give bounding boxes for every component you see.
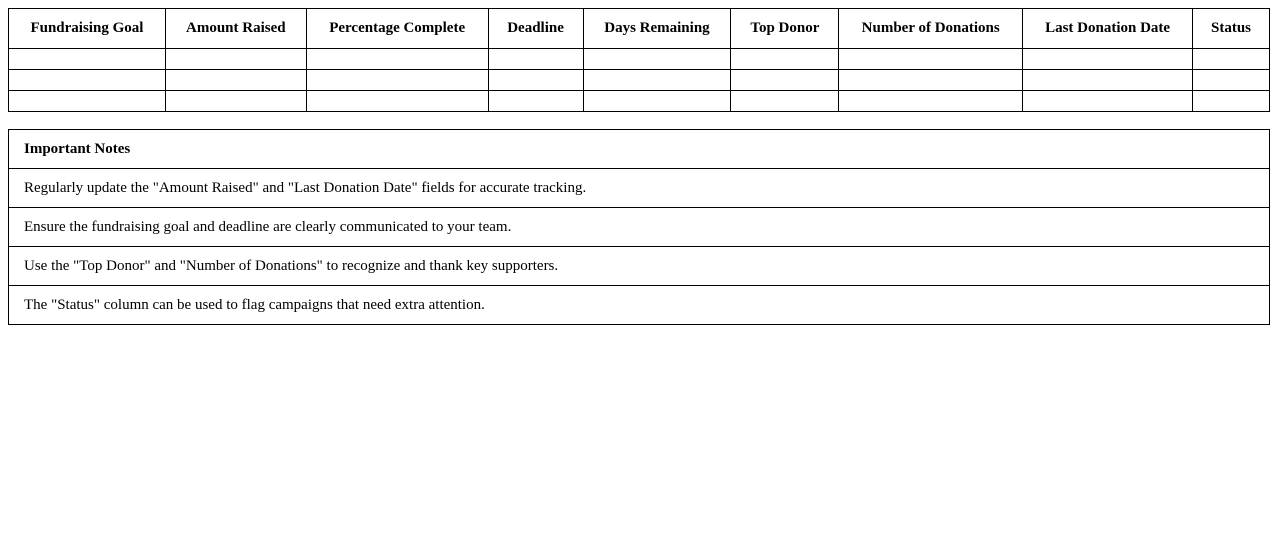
- table-cell[interactable]: [306, 91, 488, 112]
- table-cell[interactable]: [839, 49, 1023, 70]
- table-cell[interactable]: [583, 91, 731, 112]
- table-cell[interactable]: [9, 91, 166, 112]
- header-row: [9, 9, 1270, 49]
- table-cell[interactable]: [165, 91, 306, 112]
- column-header-amount-raised: Amount Raised: [165, 9, 306, 49]
- note-row: [9, 208, 1270, 247]
- table-cell[interactable]: [731, 49, 839, 70]
- table-cell[interactable]: [165, 70, 306, 91]
- table-cell[interactable]: [488, 70, 583, 91]
- table-cell[interactable]: [839, 70, 1023, 91]
- notes-heading: Important Notes: [9, 130, 1270, 169]
- table-cell[interactable]: [165, 49, 306, 70]
- table-cell[interactable]: [583, 49, 731, 70]
- table-row: [9, 49, 1270, 70]
- table-cell[interactable]: [1193, 70, 1270, 91]
- note-item: Ensure the fundraising goal and deadline are clearly communicated to your team.: [9, 208, 1270, 247]
- column-header-fundraising-goal: Fundraising Goal: [9, 9, 166, 49]
- table-cell[interactable]: [9, 49, 166, 70]
- table-cell[interactable]: [1023, 49, 1193, 70]
- table-cell[interactable]: [488, 49, 583, 70]
- note-item: The "Status" column can be used to flag campaigns that need extra attention.: [9, 286, 1270, 325]
- table-cell[interactable]: [306, 49, 488, 70]
- note-row: [9, 286, 1270, 325]
- table-cell[interactable]: [731, 91, 839, 112]
- table-cell[interactable]: [1023, 91, 1193, 112]
- table-cell[interactable]: [731, 70, 839, 91]
- table-cell[interactable]: [1193, 49, 1270, 70]
- note-row: [9, 247, 1270, 286]
- table-row: [9, 91, 1270, 112]
- table-cell[interactable]: [488, 91, 583, 112]
- column-header-top-donor: Top Donor: [731, 9, 839, 49]
- note-item: Use the "Top Donor" and "Number of Donations" to recognize and thank key supporters.: [9, 247, 1270, 286]
- column-header-last-donation-date: Last Donation Date: [1023, 9, 1193, 49]
- table-cell[interactable]: [839, 91, 1023, 112]
- table-cell[interactable]: [306, 70, 488, 91]
- column-header-status: Status: [1193, 9, 1270, 49]
- table-cell[interactable]: [1193, 91, 1270, 112]
- important-notes-table: [8, 129, 1270, 325]
- note-row: [9, 169, 1270, 208]
- column-header-number-of-donations: Number of Donations: [839, 9, 1023, 49]
- note-item: Regularly update the "Amount Raised" and "Last Donation Date" fields for accurate tracking.: [9, 169, 1270, 208]
- table-cell[interactable]: [9, 70, 166, 91]
- table-cell[interactable]: [1023, 70, 1193, 91]
- table-cell[interactable]: [583, 70, 731, 91]
- fundraising-tracker-table: [8, 8, 1270, 112]
- column-header-deadline: Deadline: [488, 9, 583, 49]
- notes-heading-row: [9, 130, 1270, 169]
- column-header-percentage-complete: Percentage Complete: [306, 9, 488, 49]
- column-header-days-remaining: Days Remaining: [583, 9, 731, 49]
- table-row: [9, 70, 1270, 91]
